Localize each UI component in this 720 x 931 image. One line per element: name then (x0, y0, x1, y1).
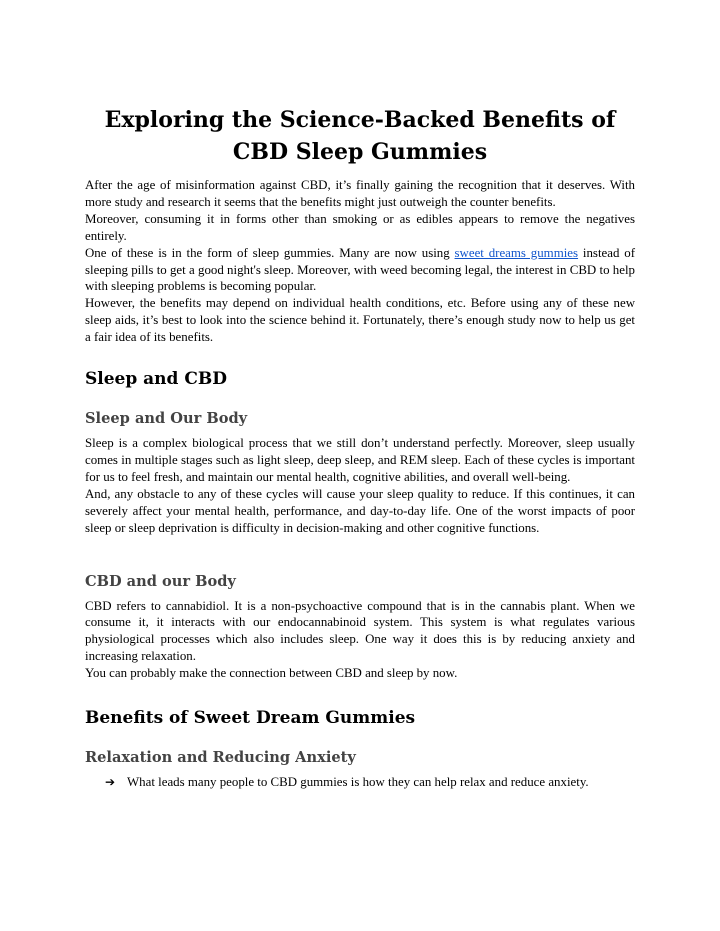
sweet-dreams-gummies-link[interactable]: sweet dreams gummies (454, 245, 579, 260)
arrow-bullet-icon: ➔ (105, 775, 116, 790)
intro-paragraph-3-end: instead of sleeping pills to get a good night's sleep. Moreover, with weed becoming legal, the interest in CBD to help with sleeping problems is becoming popular. (85, 245, 635, 294)
relaxation-bullet-list (85, 774, 635, 791)
document-title (85, 104, 635, 168)
benefits-heading: Benefits of Sweet Dream Gummies (85, 708, 416, 729)
intro-paragraph-3-start: One of these is in the form of sleep gummies. Many are now using (85, 245, 455, 260)
intro-paragraph-2: Moreover, consuming it in forms other than smoking or as edibles appears to remove the negatives entirely. (85, 211, 635, 243)
cbd-body-paragraph-2: You can probably make the connection between CBD and sleep by now. (85, 666, 458, 681)
list-item-text: What leads many people to CBD gummies is how they can help relax and reduce anxiety. (127, 775, 589, 790)
document-page (85, 104, 635, 791)
intro-section (85, 177, 635, 346)
title-line-1: Exploring the Science-Backed Benefits of (104, 107, 616, 133)
intro-paragraph-3 (85, 245, 635, 296)
sleep-and-cbd-heading: Sleep and CBD (85, 369, 227, 390)
list-item (105, 774, 635, 791)
title-line-2: CBD Sleep Gummies (232, 139, 488, 165)
intro-paragraph-1: After the age of misinformation against CBD, it’s finally gaining the recognition that it deserves. With more study and research it seems that the benefits might just outweigh the counter benefits. (85, 178, 635, 209)
cbd-and-our-body-heading: CBD and our Body (85, 572, 236, 590)
relaxation-heading: Relaxation and Reducing Anxiety (85, 749, 356, 767)
cbd-body-paragraph-1: CBD refers to cannabidiol. It is a non-psychoactive compound that is in the cannabis plant. When we consume it, it interacts with our endocannabinoid system. This system is what regulates various physiological processes which also includes sleep. One way it does this is by reducing anxiety and increasing relaxation. (85, 598, 635, 664)
intro-paragraph-4: However, the benefits may depend on individual health conditions, etc. Before using any of these new sleep aids, it’s best to look into the science behind it. Fortunately, there’s enough study now to help us get a fair idea of its benefits. (85, 296, 635, 345)
sleep-body-paragraph-1: Sleep is a complex biological process that we still don’t understand perfectly. Moreover, sleep usually comes in multiple stages such as light sleep, deep sleep, and REM sleep. Each of these cycles is important for us to feel fresh, and maintain our mental health, cognitive abilities, and overall well-being. (85, 436, 635, 484)
sleep-and-our-body-heading: Sleep and Our Body (85, 410, 248, 428)
sleep-body-paragraph-2: And, any obstacle to any of these cycles will cause your sleep quality to reduce. If this continues, it can severely affect your mental health, performance, and day-to-day life. One of the worst impacts of poor sleep or sleep deprivation is difficulty in decision-making and other cognitive functions. (85, 486, 635, 535)
